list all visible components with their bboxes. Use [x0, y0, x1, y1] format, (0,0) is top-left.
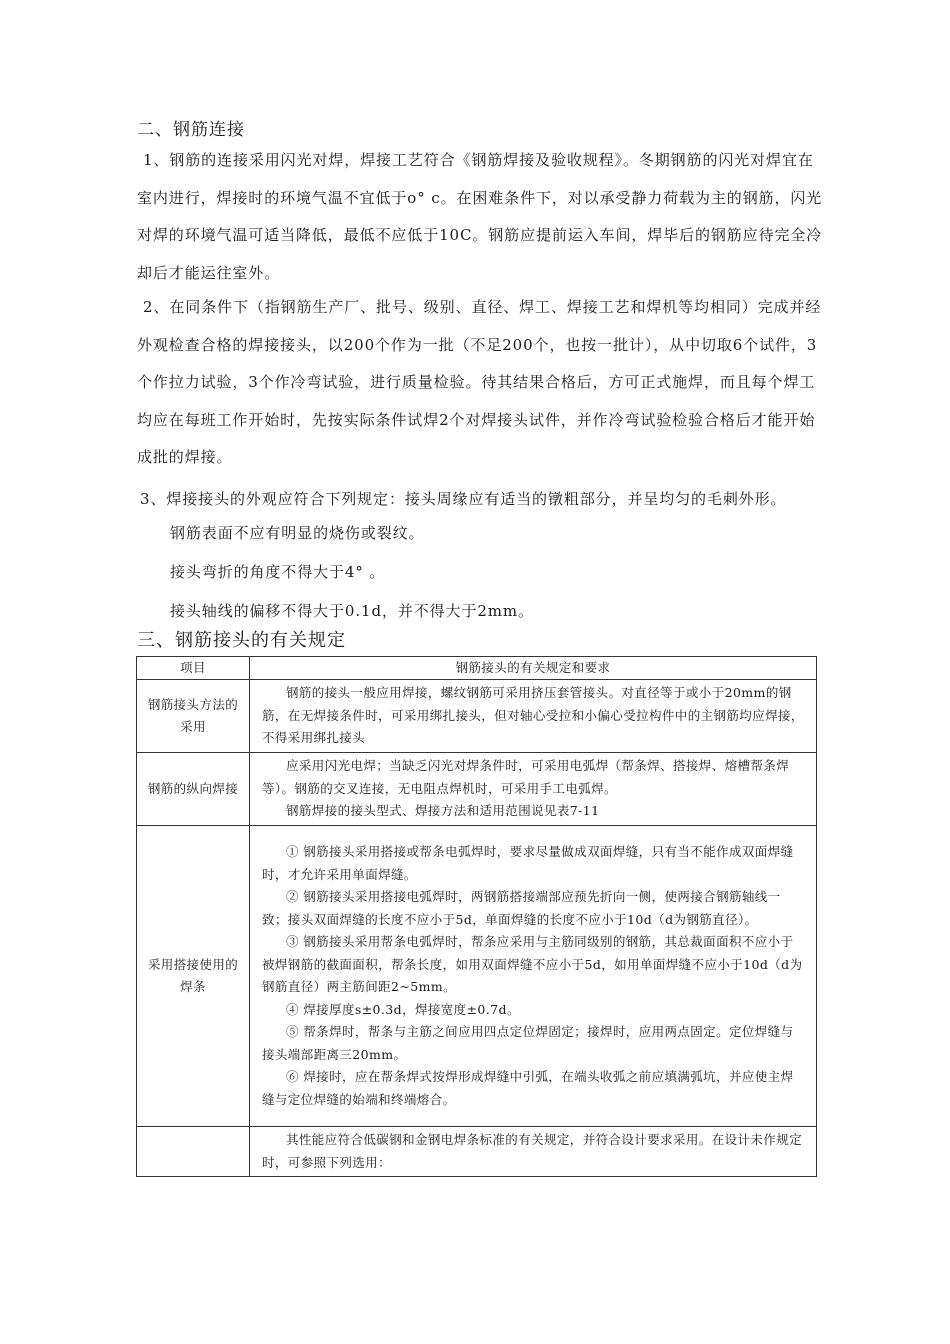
header-item: 项目 [137, 657, 250, 680]
row-label: 钢筋接头方法的采用 [137, 680, 250, 753]
row-content [250, 753, 817, 826]
row-line: 应采用闪光电焊；当缺乏闪光对焊条件时，可采用电弧焊（帮条焊、搭接焊、熔槽帮条焊等）。钢筋的交叉连接，无电阻点焊机时，可采用手工电弧焊。 [262, 758, 790, 796]
joint-rule-offset: 接头轴线的偏移不得大于0.1d，并不得大于2mm。 [170, 602, 534, 620]
row-line: ② 钢筋接头采用搭接电弧焊时，两钢筋搭接端部应预先折向一侧，使两接合钢筋轴线一致；接头双面焊缝的长度不应小于5d，单面焊缝的长度不应小于10d（d为钢筋直径）。 [262, 889, 781, 927]
joint-rule-surface: 钢筋表面不应有明显的烧伤或裂纹。 [170, 524, 425, 542]
row-line: 钢筋焊接的接头型式、焊接方法和适用范围说见表7-11 [286, 803, 600, 819]
table-header-row [137, 657, 817, 680]
row-line: ③ 钢筋接头采用帮条电弧焊时，帮条应采用与主筋同级别的钢筋，其总裁面面积不应小于被焊钢筋的截面面积，帮条长度，如用双面焊缝不应小于5d，如用单面焊缝不应小于10d（d为钢筋直径）两主筋间距2~5mm。 [262, 934, 803, 994]
row-line: ⑥ 焊接时，应在帮条焊式按焊形成焊缝中引弧，在端头收弧之前应填满弧坑，并应使主焊缝与定位焊缝的始端和终端熔合。 [262, 1069, 794, 1107]
paragraph-2: 2、在同条件下（指钢筋生产厂、批号、级别、直径、焊工、焊接工艺和焊机等均相同）完成并经外观检查合格的焊接接头，以200个作为一批（不足200个，也按一批计），从中切取6个试件，3个作拉力试验，3个作冷弯试验，进行质量检验。待其结果合格后，方可正式施焊，而且每个焊工均应在每班工作开始时，先按实际条件试焊2个对焊接头试件，并作冷弯试验检验合格后才能开始成批的焊接。 [137, 298, 822, 466]
section-2-heading: 二、钢筋连接 [137, 120, 245, 140]
paragraph-1: 1、钢筋的连接采用闪光对焊，焊接工艺符合《钢筋焊接及验收规程》。冬期钢筋的闪光对焊宜在室内进行，焊接时的环境气温不宜低于o° c。在困难条件下，对以承受静力荷载为主的钢筋，闪光对焊的环境气温可适当降低，最低不应低于10C。钢筋应提前运入车间，焊毕后的钢筋应待完全冷却后才能运往室外。 [137, 151, 823, 282]
rebar-joint-spec-table [136, 656, 817, 1177]
header-requirements: 钢筋接头的有关规定和要求 [250, 657, 817, 680]
table-row [137, 680, 817, 753]
row-label: 钢筋的纵向焊接 [137, 753, 250, 826]
row-content [250, 680, 817, 753]
table-row [137, 1127, 817, 1177]
section-3-heading: 三、钢筋接头的有关规定 [137, 630, 346, 651]
table-row [137, 753, 817, 826]
row-content [250, 826, 817, 1127]
row-content [250, 1127, 817, 1177]
row-label: 采用搭接使用的焊条 [137, 826, 250, 1127]
row-line: ④ 焊接厚度s±0.3d，焊接宽度±0.7d。 [286, 1001, 520, 1017]
row-label [137, 1127, 250, 1177]
row-line: 其性能应符合低碳钢和金钢电焊条标准的有关规定，并符合设计要求采用。在设计未作规定时，可参照下列选用： [262, 1132, 803, 1170]
table-row [137, 826, 817, 1127]
row-line: ① 钢筋接头采用搭接或帮条电弧焊时，要求尽量做成双面焊缝，只有当不能作成双面焊缝时，才允许采用单面焊缝。 [262, 844, 794, 882]
joint-rule-angle: 接头弯折的角度不得大于4° 。 [170, 563, 386, 581]
paragraph-3: 3、焊接接头的外观应符合下列规定：接头周缘应有适当的镦粗部分，并呈均匀的毛刺外形。 [140, 490, 787, 508]
row-line: 钢筋的接头一般应用焊接，螺纹钢筋可采用挤压套管接头。对直径等于或小于20mm的钢筋，在无焊接条件时，可采用绑扎接头，但对轴心受拉和小偏心受拉构件中的主钢筋均应焊接，不得采用绑扎接头 [262, 685, 804, 746]
row-line: ⑤ 帮条焊时，帮条与主筋之间应用四点定位焊固定；接焊时，应用两点固定。定位焊缝与接头端部距离三20mm。 [262, 1024, 794, 1062]
